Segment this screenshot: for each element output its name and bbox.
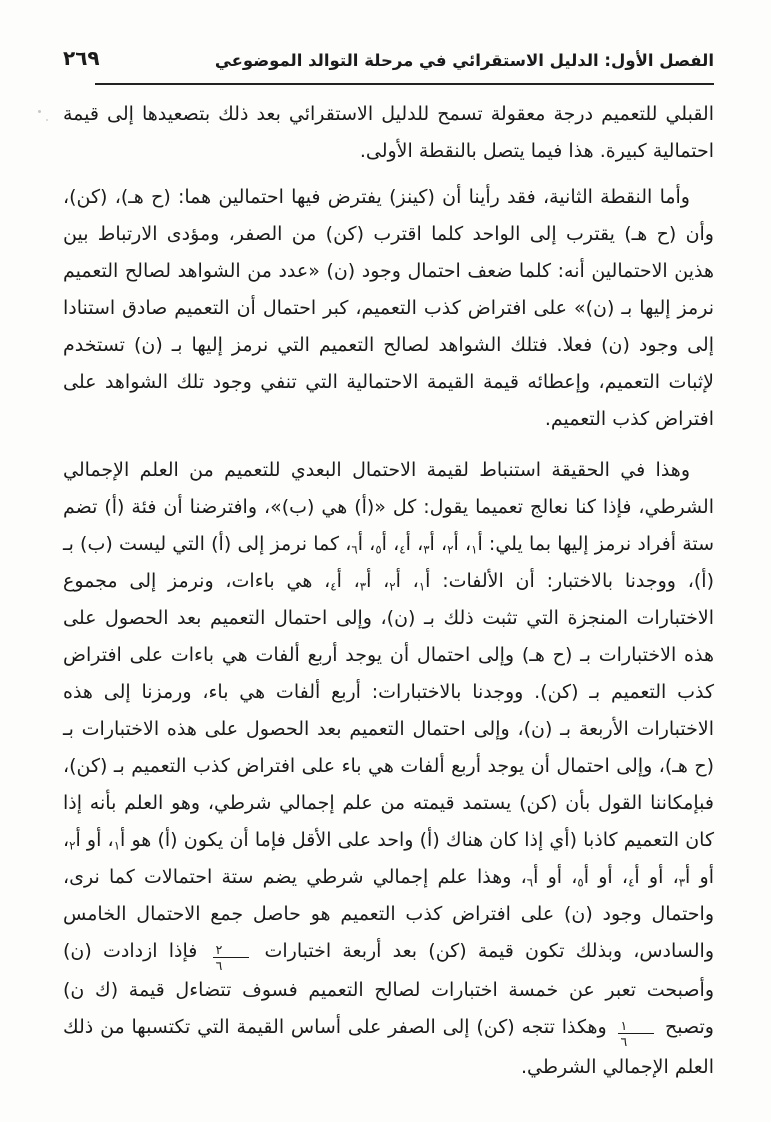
fraction-numerator: ١	[620, 1018, 628, 1034]
paragraph-2-text: وأما النقطة الثانية، فقد رأينا أن (كينز) يفترض فيها احتمالين هما: (ح هـ)، (كن)، وأن (ح هـ) يقترب إلى الواحد كلما اقترب (كن) من الصفر، ومؤدى الارتباط بين هذين الاحتمالين أنه: كلما ضعف احتمال وجود (ن) «عدد من الشواهد لصالح التعميم نرمز إليها بـ (ن)» على افتراض كذب التعميم، كبر احتمال أن التعميم صادق استنادا إلى وجود (ن) فعلا. فتلك الشواهد لصالح التعميم التي نرمز إليها بـ (ن) تستخدم لإثبات التعميم، وإعطائه قيمة القيمة الاحتمالية التي تنفي وجود تلك الشواهد على افتراض كذب التعميم.	[63, 186, 714, 430]
paragraph-conditional-knowledge	[63, 452, 714, 1086]
fraction-two-sixths	[213, 943, 250, 972]
chapter-title: الفصل الأول: الدليل الاستقرائي في مرحلة التوالد الموضوعي	[214, 51, 714, 70]
paragraph-continuation	[63, 96, 714, 170]
fraction-denominator: ٦	[213, 957, 250, 972]
scan-speck	[38, 110, 41, 113]
scan-speck	[46, 119, 48, 121]
body-text	[63, 96, 714, 1086]
fraction-one-sixth	[618, 1019, 655, 1048]
paragraph-second-point	[63, 179, 714, 438]
fraction-numerator: ٢	[215, 942, 223, 957]
header-rule	[95, 83, 714, 85]
paragraph-3-part-a: وهذا في الحقيقة استنباط لقيمة الاحتمال البعدي للتعميم من العلم الإجمالي الشرطي، فإذا كنا نعالج تعميما يقول: كل «(أ) هي (ب)»، وافترضنا أن فئة (أ) تضم ستة أفراد نرمز إليها بما يلي: أ$_١$، أ$_٢$، أ$_٣$، أ$_٤$، أ$_٥$، أ$_٦$، كما نرمز إلى (أ) التي ليست (ب) بـ (أ)، ووجدنا بالاختبار: أن الألفات: أ$_١$، أ$_٢$، أ$_٣$، أ$_٤$، هي باءات، ونرمز إلى مجموع الاختبارات المنجزة التي تثبت ذلك بـ (ن)، وإلى احتمال التعميم بعد الحصول على هذه الاختبارات بـ (ح هـ) وإلى احتمال أن يوجد أربع ألفات هي باءات على افتراض كذب التعميم بـ (كن). ووجدنا بالاختبارات: أربع ألفات هي باء، ورمزنا إلى هذه الاختبارات الأربعة بـ (ن)، وإلى احتمال التعميم بعد الحصول على هذه الاختبارات بـ (ح هـ)، وإلى احتمال أن يوجد أربع ألفات هي باء على افتراض كذب التعميم بـ (كن)، فبإمكاننا القول بأن (كن) يستمد قيمته من علم إجمالي شرطي، وهو العلم بأنه إذا كان التعميم كاذبا (أي إذا كان هناك (أ) واحد على الأقل فإما أن يكون (أ) هو أ$_١$، أو أ$_٢$، أو أ$_٣$، أو أ$_٤$، أو أ$_٥$، أو أ$_٦$، وهذا علم إجمالي شرطي يضم ستة احتمالات كما نرى، واحتمال وجود (ن) على افتراض كذب التعميم هو حاصل جمع الاحتمال الخامس والسادس، وبذلك تكون قيمة (كن) بعد أربعة اختبارات	[63, 459, 715, 962]
page-header	[63, 46, 714, 70]
fraction-denominator: ٦	[618, 1033, 655, 1048]
paragraph-1-text: القبلي للتعميم درجة معقولة تسمح للدليل الاستقرائي بعد ذلك بتصعيدها إلى قيمة احتمالية كبيرة. هذا فيما يتصل بالنقطة الأولى.	[63, 103, 714, 162]
paragraph-3-part-b: فإذا ازدادت (ن) وأصبحت تعبر عن خمسة اختبارات لصالح التعميم فسوف تتضاءل قيمة (ك ن) وتصبح	[63, 940, 714, 1039]
page-number: ٢٦٩	[63, 46, 100, 70]
paragraph-3-part-c: وهكذا تتجه (كن) إلى الصفر على أساس القيمة التي تكتسبها من ذلك العلم الإجمالي الشرطي.	[63, 1016, 714, 1078]
